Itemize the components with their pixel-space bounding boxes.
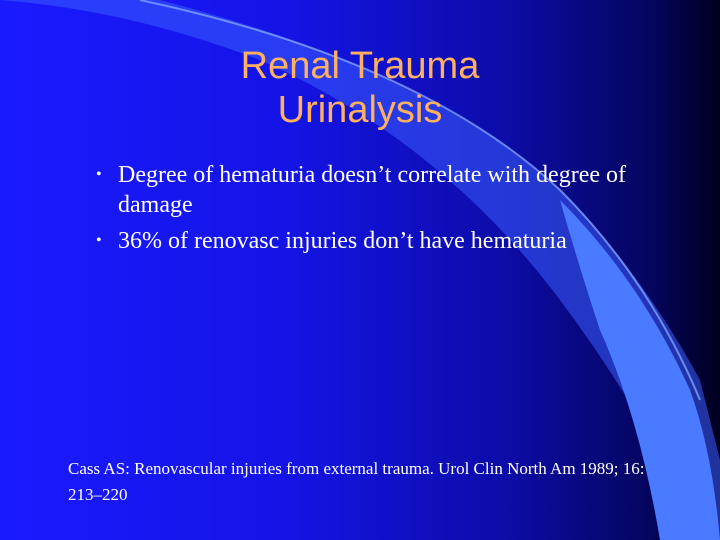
bullet-item [96,226,676,256]
bullet-marker: • [96,232,102,249]
title-line-2: Urinalysis [277,89,443,131]
title-line-1: Renal Trauma [240,45,480,87]
bullet-list [96,160,676,262]
bullet-item [96,160,676,220]
bullet-text: 36% of renovasc injuries don’t have hematuria [118,228,567,254]
slide-title [0,44,720,132]
citation: Cass AS: Renovascular injuries from external trauma. Urol Clin North Am 1989; 16: 213–220 [68,459,645,504]
bullet-text: Degree of hematuria doesn’t correlate with degree of damage [118,162,626,218]
bullet-marker: • [96,166,102,183]
